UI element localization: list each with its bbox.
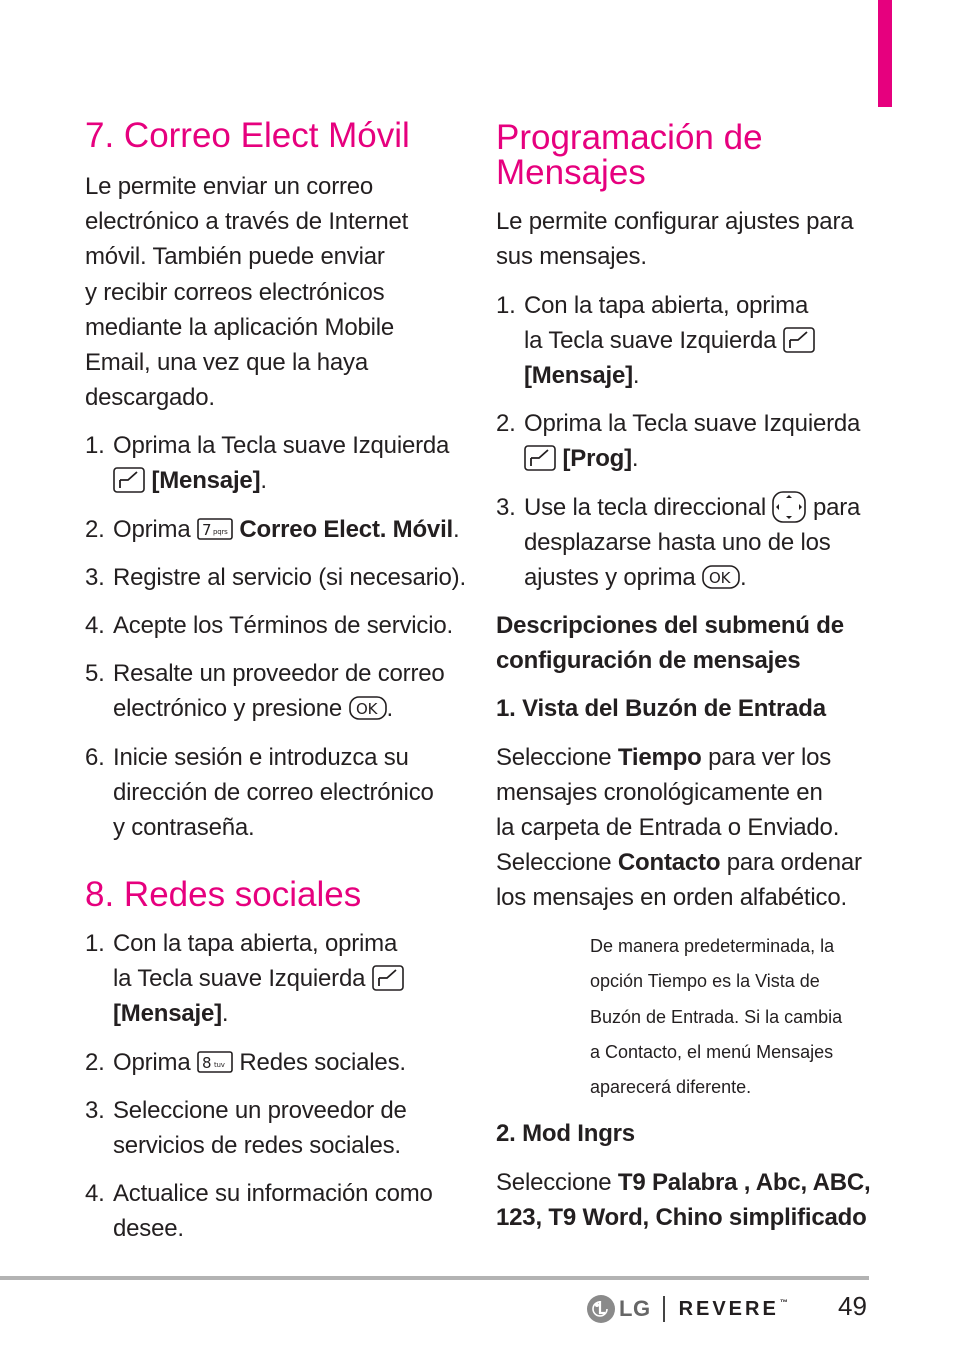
step-4 [85, 608, 475, 643]
step-number: 1. [496, 292, 516, 319]
svg-text:8: 8 [201, 1053, 212, 1072]
intro-line: sus mensajes. [496, 243, 647, 270]
item-1-text: los mensajes en orden alfabético. [496, 884, 847, 911]
step-1 [85, 428, 475, 498]
step-text: Acepte los Términos de servicio. [113, 612, 453, 639]
menu-label-mensaje: [Mensaje] [113, 1000, 222, 1027]
footer-rule [0, 1276, 869, 1280]
intro-line: descargado. [85, 384, 215, 411]
svg-text:7: 7 [201, 520, 212, 539]
ok-key-icon [349, 696, 387, 720]
intro-line: Le permite enviar un correo [85, 173, 374, 200]
prog-step-2 [496, 406, 881, 476]
punct: . [631, 445, 639, 472]
intro-line: y recibir correos electrónicos [85, 279, 385, 306]
programacion-title: Mensajes [496, 153, 646, 192]
step-text: para [812, 494, 861, 521]
left-soft-key-icon [372, 965, 404, 991]
item-1-text: Seleccione Tiempo para ver los [496, 744, 832, 771]
submenu-heading: configuración de mensajes [496, 647, 801, 674]
step-text: Oprima la Tecla suave Izquierda [113, 432, 450, 459]
left-soft-key-icon [524, 445, 556, 471]
step-text: Seleccione un proveedor de [113, 1097, 407, 1124]
item-2-heading: 2. Mod Ingrs [496, 1120, 635, 1147]
punct: . [632, 362, 640, 389]
step-text: Oprima [113, 1049, 191, 1076]
item-2-text: Seleccione T9 Palabra , Abc, ABC, [496, 1169, 871, 1196]
left-soft-key-icon [783, 327, 815, 353]
punct: . [221, 1000, 229, 1027]
step-number: 1. [85, 432, 105, 459]
section-7-title: 7. Correo Elect Móvil [85, 116, 410, 155]
menu-label-mensaje: [Mensaje] [151, 467, 261, 494]
note-line: aparecerá diferente. [590, 1077, 752, 1097]
directional-key-icon [772, 491, 806, 523]
step-2 [85, 512, 475, 547]
page-number: 49 [838, 1291, 867, 1321]
step-number: 2. [496, 410, 516, 437]
step-6 [85, 740, 475, 845]
s8-step-3 [85, 1093, 475, 1163]
step-number: 2. [85, 1049, 105, 1076]
menu-label-prog: [Prog] [562, 445, 632, 472]
svg-text:OK: OK [355, 699, 377, 718]
step-text: desplazarse hasta uno de los [524, 529, 831, 556]
svg-text:tuv: tuv [213, 1060, 225, 1069]
section-8-title: 8. Redes sociales [85, 875, 362, 914]
step-number: 4. [85, 1180, 105, 1207]
key-7-icon [197, 518, 233, 540]
intro-line: móvil. También puede enviar [85, 243, 385, 270]
step-text: dirección de correo electrónico [113, 779, 434, 806]
step-number: 6. [85, 744, 105, 771]
step-text: y contraseña. [113, 814, 255, 841]
s8-step-4 [85, 1176, 475, 1246]
model-name: REVERE™ [678, 1297, 791, 1320]
step-text: Use la tecla direccional [524, 494, 766, 521]
intro-line: Email, una vez que la haya [85, 349, 368, 376]
ok-key-icon [702, 565, 740, 589]
intro-line: Le permite configurar ajustes para [496, 208, 854, 235]
intro-line: mediante la aplicación Mobile [85, 314, 395, 341]
prog-step-3 [496, 490, 881, 595]
svg-text:pqrs: pqrs [212, 527, 228, 536]
step-5 [85, 656, 475, 726]
step-number: 4. [85, 612, 105, 639]
step-text: Oprima [113, 516, 191, 543]
punct: . [740, 564, 747, 591]
intro-line: electrónico a través de Internet [85, 208, 409, 235]
key-8-icon [197, 1051, 233, 1073]
svg-text:OK: OK [709, 568, 731, 587]
step-number: 5. [85, 660, 105, 687]
step-text: ajustes y oprima [524, 564, 696, 591]
item-1-heading: 1. Vista del Buzón de Entrada [496, 695, 826, 722]
note-line: a Contacto, el menú Mensajes [590, 1042, 834, 1062]
step-text: la Tecla suave Izquierda [113, 965, 366, 992]
step-text: Redes sociales. [239, 1049, 406, 1076]
submenu-heading: Descripciones del submenú de [496, 612, 844, 639]
punct: . [386, 695, 393, 722]
step-text: Oprima la Tecla suave Izquierda [524, 410, 861, 437]
step-text: servicios de redes sociales. [113, 1132, 401, 1159]
step-text: Registre al servicio (si necesario). [113, 564, 466, 591]
punct: . [453, 516, 460, 543]
brand-logo [587, 1293, 791, 1325]
step-number: 1. [85, 930, 105, 957]
step-number: 3. [85, 564, 105, 591]
s8-step-1 [85, 926, 475, 1031]
step-text: Inicie sesión e introduzca su [113, 744, 409, 771]
step-text: Actualice su información como [113, 1180, 433, 1207]
step-text: la Tecla suave Izquierda [524, 327, 777, 354]
item-2-text: 123, T9 Word, Chino simplificado [496, 1204, 867, 1231]
note-line: Buzón de Entrada. Si la cambia [590, 1007, 843, 1027]
prog-step-1 [496, 288, 881, 393]
step-text: Resalte un proveedor de correo [113, 660, 445, 687]
item-1-text: mensajes cronológicamente en [496, 779, 823, 806]
brand-name: LG [619, 1296, 651, 1321]
left-soft-key-icon [113, 467, 145, 493]
step-3 [85, 560, 475, 595]
item-1-text: Seleccione Contacto para ordenar [496, 849, 862, 876]
punct: . [260, 467, 267, 494]
note-line: opción Tiempo es la Vista de [590, 971, 820, 991]
item-1-text: la carpeta de Entrada o Enviado. [496, 814, 840, 841]
step-text: Con la tapa abierta, oprima [113, 930, 398, 957]
lg-logo-icon [587, 1295, 615, 1323]
step-number: 3. [85, 1097, 105, 1124]
step-number: 3. [496, 494, 516, 521]
menu-label-mensaje: [Mensaje] [524, 362, 633, 389]
step-text: electrónico y presione [113, 695, 343, 722]
footer-separator [663, 1296, 665, 1322]
s8-step-2 [85, 1045, 475, 1080]
section-tab-marker [878, 0, 892, 107]
step-text: Con la tapa abierta, oprima [524, 292, 809, 319]
note-line: De manera predeterminada, la [590, 936, 835, 956]
step-text: desee. [113, 1215, 184, 1242]
programacion-title: Programación de [496, 118, 763, 157]
menu-label-correo: Correo Elect. Móvil [239, 516, 454, 543]
step-number: 2. [85, 516, 105, 543]
